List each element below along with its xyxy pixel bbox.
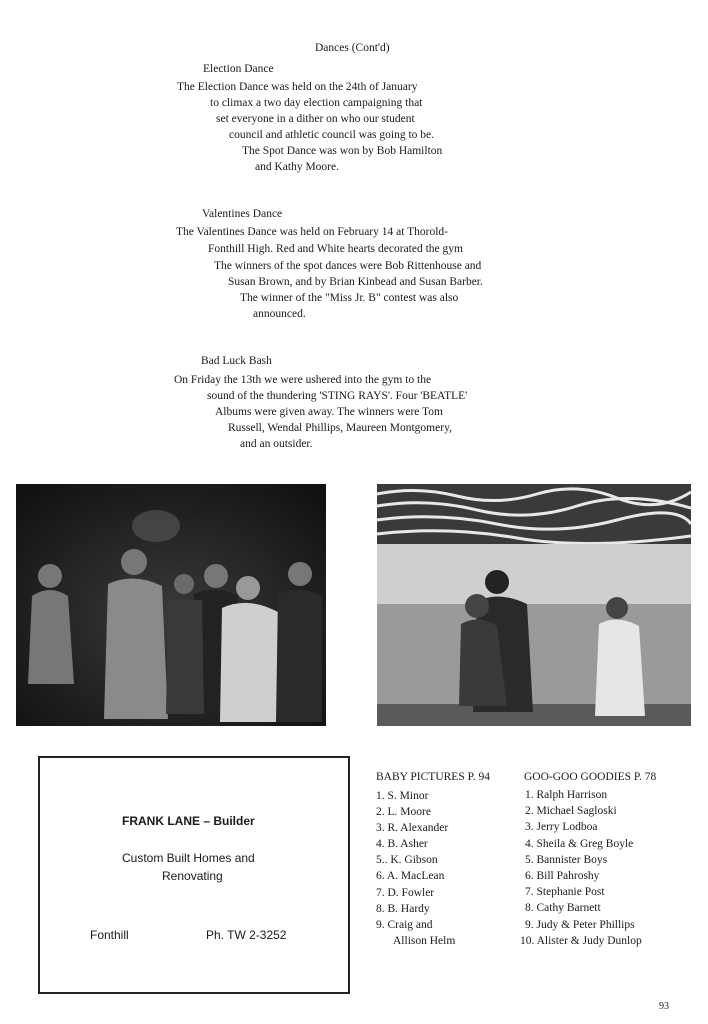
list-item: 9. Judy & Peter Phillips: [525, 919, 635, 931]
election-line: council and athletic council was going to be.: [229, 129, 435, 141]
list-item: 2. Michael Sagloski: [525, 805, 617, 817]
bad-luck-line: sound of the thundering 'STING RAYS'. Four 'BEATLE': [207, 390, 468, 402]
bad-luck-line: On Friday the 13th we were ushered into the gym to the: [174, 374, 432, 386]
bad-luck-line: and an outsider.: [240, 438, 313, 450]
list-item: 9. Craig and: [376, 919, 433, 931]
list-item: 5.. K. Gibson: [376, 854, 438, 866]
dance-photo-right-image: [377, 484, 691, 726]
list-item: 10. Alister & Judy Dunlop: [520, 935, 642, 947]
list-item: 7. D. Fowler: [376, 887, 435, 899]
section-heading-bad-luck-bash: Bad Luck Bash: [201, 355, 272, 367]
list-item: 8. B. Hardy: [376, 903, 430, 915]
list-item: 7. Stephanie Post: [525, 886, 605, 898]
list-item: Allison Helm: [393, 935, 456, 947]
valentines-line: Susan Brown, and by Brian Kinbead and Susan Barber.: [228, 276, 483, 288]
list-item: 6. Bill Pahroshy: [525, 870, 600, 882]
section-heading-valentines-dance: Valentines Dance: [202, 208, 283, 220]
ad-tagline: Custom Built Homes and: [122, 851, 255, 865]
list-item: 3. R. Alexander: [376, 822, 449, 834]
valentines-line: Fonthill High. Red and White hearts decorated the gym: [208, 243, 463, 255]
list-item: 8. Cathy Barnett: [525, 902, 601, 914]
ad-tagline: Renovating: [162, 869, 223, 883]
election-line: set everyone in a dither on who our student: [216, 113, 415, 125]
ad-business-name: FRANK LANE – Builder: [122, 814, 255, 828]
dance-photo-left: [16, 484, 326, 726]
election-line: and Kathy Moore.: [255, 161, 339, 173]
advertisement-box: [38, 756, 350, 994]
list-item: 1. Ralph Harrison: [525, 789, 608, 801]
page-number: 93: [659, 1001, 669, 1012]
list-item: 1. S. Minor: [376, 790, 429, 802]
list-item: 5. Bannister Boys: [525, 854, 608, 866]
section-heading-election-dance: Election Dance: [203, 63, 274, 75]
election-line: to climax a two day election campaigning that: [210, 97, 423, 109]
dance-photo-left-image: [16, 484, 326, 726]
ad-phone: Ph. TW 2-3252: [206, 928, 287, 942]
valentines-line: The winners of the spot dances were Bob Rittenhouse and: [214, 260, 482, 272]
baby-pictures-title: BABY PICTURES P. 94: [376, 771, 490, 783]
valentines-line: announced.: [253, 308, 306, 320]
valentines-line: The winner of the "Miss Jr. B" contest was also: [240, 292, 459, 304]
election-line: The Spot Dance was won by Bob Hamilton: [242, 145, 443, 157]
list-item: 6. A. MacLean: [376, 870, 445, 882]
list-item: 4. B. Asher: [376, 838, 428, 850]
bad-luck-line: Albums were given away. The winners were Tom: [215, 406, 443, 418]
list-item: 3. Jerry Lodboa: [525, 821, 598, 833]
goo-goo-goodies-title: GOO-GOO GOODIES P. 78: [524, 771, 657, 783]
valentines-line: The Valentines Dance was held on February 14 at Thorold-: [176, 226, 448, 238]
page-title: Dances (Cont'd): [315, 42, 390, 54]
bad-luck-line: Russell, Wendal Phillips, Maureen Montgomery,: [228, 422, 452, 434]
ad-town: Fonthill: [90, 928, 129, 942]
list-item: 2. L. Moore: [376, 806, 431, 818]
list-item: 4. Sheila & Greg Boyle: [525, 838, 634, 850]
election-line: The Election Dance was held on the 24th of January: [177, 81, 418, 93]
dance-photo-right: [377, 484, 691, 726]
